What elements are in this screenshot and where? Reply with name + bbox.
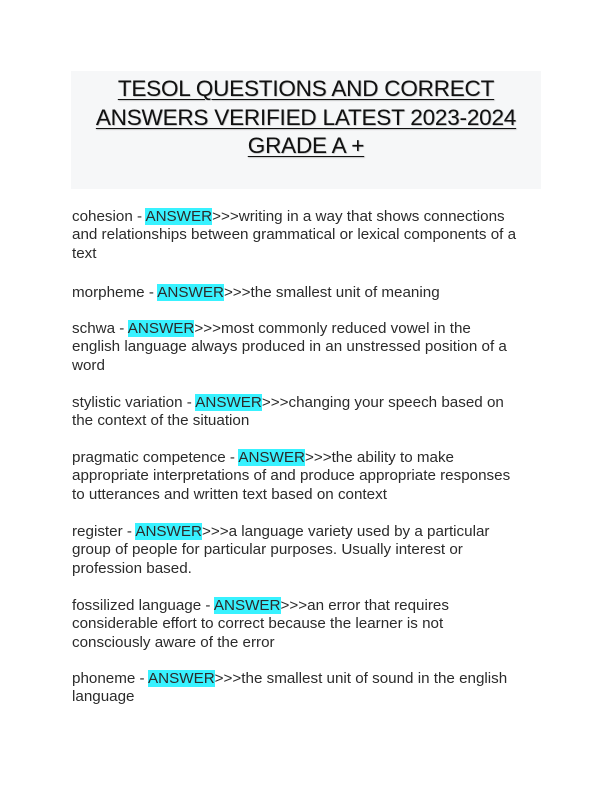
entry-line — [72, 320, 548, 338]
entry-definition-line: language — [72, 688, 135, 706]
entry-definition-line: appropriate interpretations of and produce appropriate responses — [72, 467, 511, 485]
entry-term: cohesion - — [72, 208, 146, 225]
qa-entry-stylistic-variation — [72, 394, 548, 431]
entry-line — [72, 284, 548, 302]
entry-definition: >>>the ability to make — [304, 449, 454, 466]
entry-term: phoneme - — [72, 670, 148, 687]
entry-term: register - — [72, 523, 136, 540]
entry-definition-line: to utterances and written text based on context — [72, 485, 387, 503]
entry-definition-line: and relationships between grammatical or lexical components of a — [72, 226, 517, 244]
entry-definition: >>>an error that requires — [280, 597, 449, 614]
answer-highlight: ANSWER — [145, 208, 213, 225]
document-title-line-2: ANSWERS VERIFIED LATEST 2023-2024 — [95, 104, 517, 130]
qa-entry-schwa — [72, 320, 548, 375]
qa-entry-cohesion — [72, 208, 548, 263]
entry-definition-line: word — [72, 356, 105, 374]
answer-highlight: ANSWER — [135, 523, 202, 540]
entry-definition: >>>the smallest unit of meaning — [223, 284, 440, 301]
entry-line — [72, 523, 548, 541]
answer-highlight: ANSWER — [157, 284, 224, 301]
document-title-box — [71, 71, 541, 189]
entry-definition: >>>writing in a way that shows connections — [212, 208, 505, 225]
entry-definition: >>>changing your speech based on — [261, 394, 504, 411]
entry-definition-line: text — [72, 244, 97, 262]
answer-highlight: ANSWER — [213, 597, 281, 614]
qa-entry-pragmatic-competence — [72, 449, 548, 504]
document-title-line-3: GRADE A + — [247, 133, 365, 158]
qa-entry-register — [72, 523, 548, 578]
entry-term: schwa - — [72, 320, 128, 337]
entry-line — [72, 208, 548, 226]
entry-term: stylistic variation - — [72, 394, 196, 411]
entry-term: pragmatic competence - — [72, 449, 239, 466]
entry-term: morpheme - — [72, 284, 158, 301]
entry-line — [72, 597, 548, 615]
entry-definition-line: english language always produced in an unstressed position of a — [72, 338, 507, 356]
entry-definition: >>>most commonly reduced vowel in the — [194, 320, 471, 337]
entry-line — [72, 670, 548, 688]
answer-highlight: ANSWER — [148, 670, 215, 687]
entry-definition-line: consciously aware of the error — [72, 633, 275, 651]
entry-definition-line: group of people for particular purposes. Usually interest or — [72, 541, 463, 559]
answer-highlight: ANSWER — [127, 320, 195, 337]
document-title-line-1: TESOL QUESTIONS AND CORRECT — [117, 76, 495, 101]
qa-entry-phoneme — [72, 670, 548, 707]
entry-definition-line: profession based. — [72, 559, 192, 577]
entry-definition: >>>the smallest unit of sound in the english — [214, 670, 508, 687]
answer-highlight: ANSWER — [238, 449, 305, 466]
qa-entry-morpheme — [72, 284, 548, 302]
entry-definition-line: the context of the situation — [72, 412, 250, 430]
entry-term: fossilized language - — [72, 597, 214, 614]
entry-line — [72, 449, 548, 467]
qa-entry-fossilized-language — [72, 597, 548, 652]
answer-highlight: ANSWER — [195, 394, 262, 411]
entry-definition: >>>a language variety used by a particular — [201, 523, 490, 540]
entry-definition-line: considerable effort to correct because the learner is not — [72, 615, 444, 633]
entry-line — [72, 394, 548, 412]
